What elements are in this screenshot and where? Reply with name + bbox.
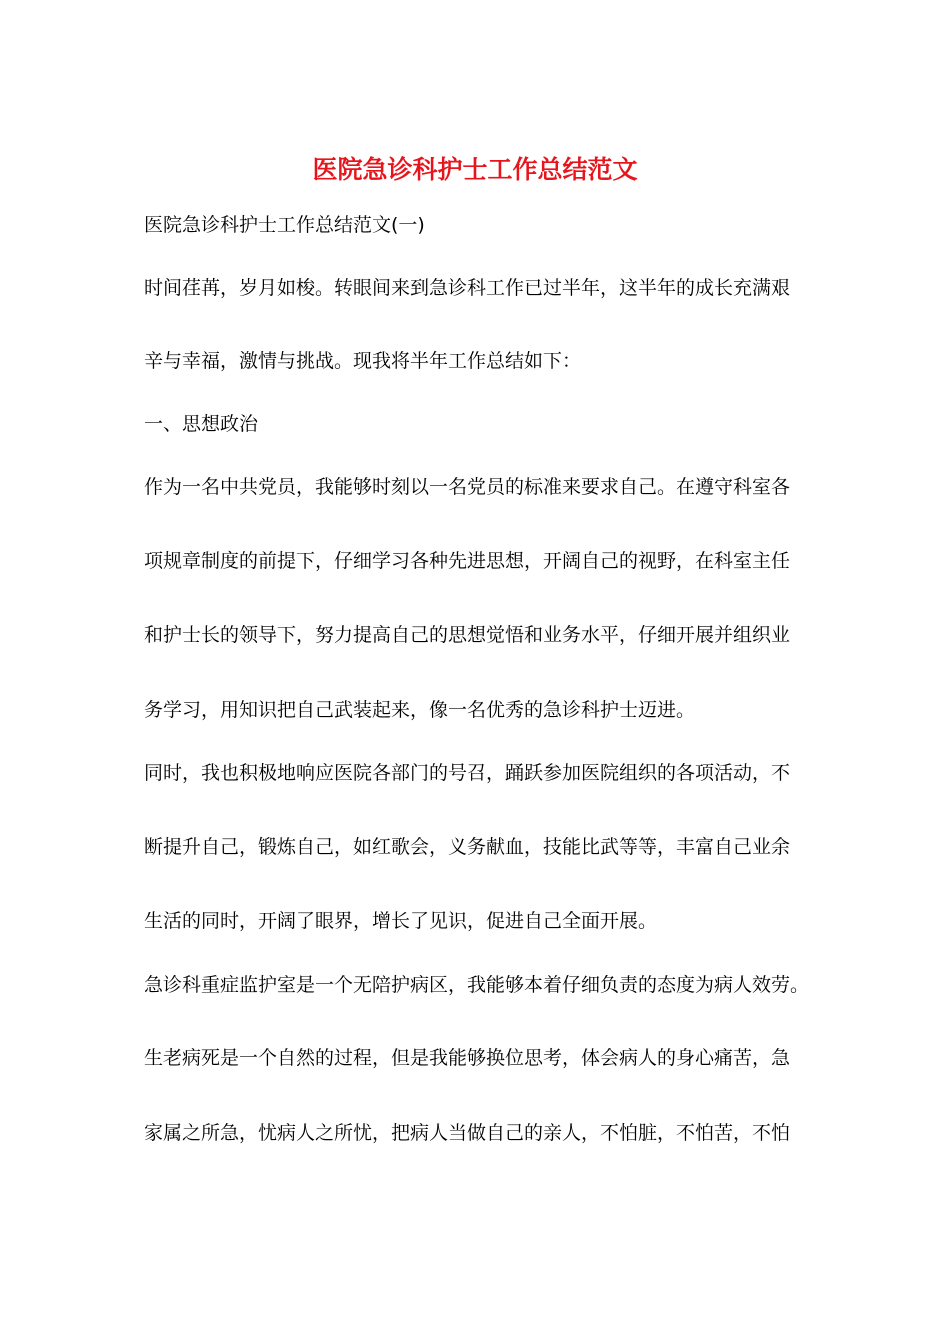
paragraph-line-6: 和护士长的领导下，努力提高自己的思想觉悟和业务水平，仔细开展并组织业 bbox=[144, 624, 791, 646]
paragraph-line-11: 急诊科重症监护室是一个无陪护病区，我能够本着仔细负责的态度为病人效劳。 bbox=[144, 974, 810, 996]
paragraph-line-1: 时间荏苒，岁月如梭。转眼间来到急诊科工作已过半年，这半年的成长充满艰 bbox=[144, 277, 791, 299]
page-title: 医院急诊科护士工作总结范文 bbox=[312, 155, 638, 184]
paragraph-line-9: 断提升自己，锻炼自己，如红歌会，义务献血，技能比武等等，丰富自己业余 bbox=[144, 836, 791, 858]
paragraph-line-2: 辛与幸福，激情与挑战。现我将半年工作总结如下： bbox=[144, 350, 582, 372]
section-heading: 一、思想政治 bbox=[144, 413, 259, 435]
paragraph-line-5: 项规章制度的前提下，仔细学习各种先进思想，开阔自己的视野，在科室主任 bbox=[144, 550, 791, 572]
paragraph-line-7: 务学习，用知识把自己武装起来，像一名优秀的急诊科护士迈进。 bbox=[144, 699, 696, 721]
subtitle: 医院急诊科护士工作总结范文(一) bbox=[144, 214, 425, 236]
paragraph-line-8: 同时，我也积极地响应医院各部门的号召，踊跃参加医院组织的各项活动，不 bbox=[144, 762, 791, 784]
paragraph-line-4: 作为一名中共党员，我能够时刻以一名党员的标准来要求自己。在遵守科室各 bbox=[144, 476, 791, 498]
paragraph-line-12: 生老病死是一个自然的过程，但是我能够换位思考，体会病人的身心痛苦，急 bbox=[144, 1047, 791, 1069]
paragraph-line-10: 生活的同时，开阔了眼界，增长了见识，促进自己全面开展。 bbox=[144, 910, 658, 932]
paragraph-line-13: 家属之所急，忧病人之所忧，把病人当做自己的亲人，不怕脏，不怕苦，不怕 bbox=[144, 1122, 791, 1144]
